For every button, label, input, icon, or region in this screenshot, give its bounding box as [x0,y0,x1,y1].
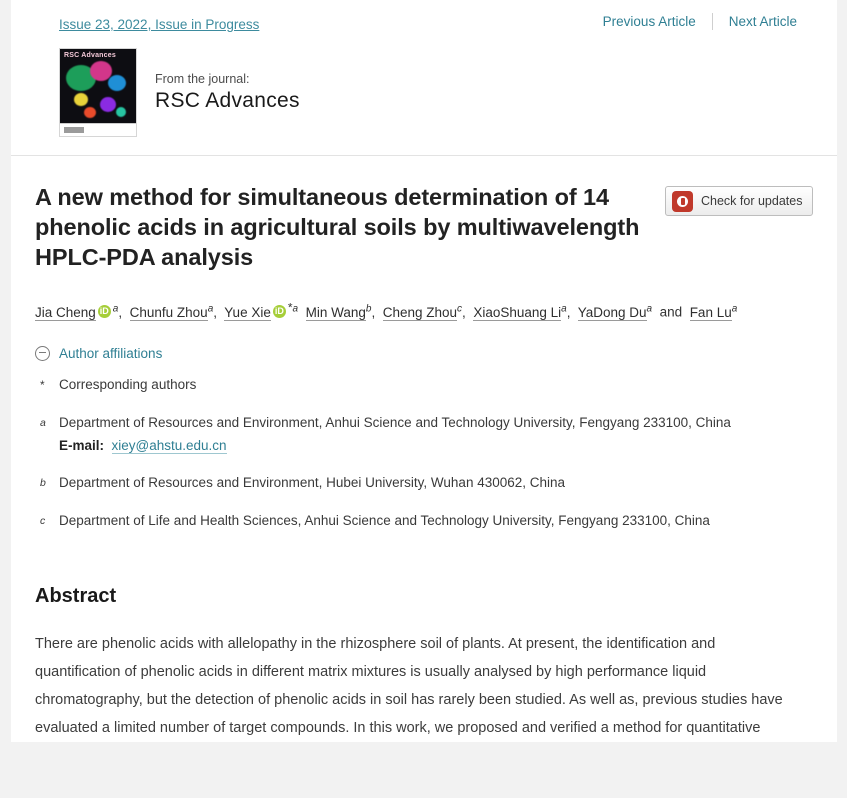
author-list [35,294,813,326]
author-entry [690,305,738,320]
affiliation-item [35,375,813,395]
author-entry: Cheng Zhou$^c$, [382,303,470,320]
corresponding-author-mark: * [287,300,293,314]
cover-title-text: RSC Advances [64,52,116,59]
author-link[interactable]: Fan Lu [689,304,732,320]
author-link[interactable]: Jia Cheng [35,304,96,320]
journal-header [11,0,837,156]
author-conjunction: and [659,304,683,320]
minus-circle-icon [35,346,50,361]
article-sheet [11,0,837,742]
orcid-icon[interactable]: iD [274,306,284,317]
author-affiliation-mark: a [207,303,214,314]
affiliation-item [35,511,813,531]
journal-cover-image[interactable] [59,48,137,137]
issue-link[interactable]: Issue 23, 2022, Issue in Progress [59,17,260,32]
journal-identity [59,48,813,137]
author-entry: XiaoShuang Li$^a$, [473,303,575,320]
author-affiliation-mark: a [646,303,653,314]
email-link[interactable]: xiey@ahstu.edu.cn [111,437,227,453]
author-entry [224,300,302,320]
author-affiliation-mark: c [457,303,463,314]
affiliation-mark: * [40,377,45,392]
orcid-icon[interactable]: iD [99,306,109,317]
author-affiliations-toggle[interactable] [35,346,813,361]
cover-bottom-strip [60,123,136,136]
affiliation-text: Department of Resources and Environment, Hubei University, Wuhan 430062, China [59,474,566,490]
from-journal-label: From the journal: [155,72,250,86]
affiliation-text: Department of Resources and Environment, Anhui Science and Technology University, Fengyang 233100, China [59,414,731,430]
abstract-text: There are phenolic acids with allelopathy in the rhizosphere soil of plants. At present, the identification and quantification of phenolic acids in different matrix mixtures is usually analysed by high performance liquid chromatography, but the detection of phenolic acids in soil has rarely been studied. As well as, previous studies have evaluated a limited number of target compounds. In this work, we proposed and verified a method for quantitative [35,635,783,736]
affiliation-mark: b [40,476,46,489]
author-link[interactable]: YaDong Du [577,304,647,320]
author-affiliations-label[interactable]: Author affiliations [59,345,163,361]
affiliation-item [35,413,813,455]
article-body [11,156,837,742]
journal-name: RSC Advances [155,89,300,112]
author-entry: Min Wang$^b$, [305,303,379,320]
affiliation-text: Corresponding authors [59,376,197,392]
article-navigation [587,13,813,30]
affiliation-email-line [59,436,813,455]
affiliation-item [35,473,813,493]
author-entry: Jia Cheng iD $^a$, [35,303,126,320]
affiliation-text: Department of Life and Health Sciences, Anhui Science and Technology University, Fengyang 233100, China [59,512,710,528]
author-entry [578,305,656,320]
affiliation-mark: a [40,416,46,429]
affiliation-list [35,375,813,531]
author-link[interactable]: Min Wang [305,304,366,320]
affiliation-body [59,413,813,455]
author-link[interactable]: Chunfu Zhou [129,304,208,320]
email-label: E-mail: [59,437,105,453]
previous-article-link[interactable]: Previous Article [602,14,696,29]
author-affiliation-mark: a [112,303,119,314]
abstract-heading: Abstract [35,584,117,607]
author-affiliation-mark: b [365,303,372,314]
crossmark-badge[interactable] [665,186,813,216]
author-affiliation-mark: a [561,303,567,314]
author-link[interactable]: Yue Xie [224,304,271,320]
crossmark-label: Check for updates [701,194,803,208]
page-title: A new method for simultaneous determination of 14 phenolic acids in agricultural soils by multiwavelength HPLC-PDA analysis [35,184,640,270]
journal-text-block [155,48,300,113]
crossmark-icon [672,191,693,212]
next-article-link[interactable]: Next Article [728,14,797,29]
author-affiliation-mark: a [292,303,299,314]
author-entry: Chunfu Zhou$^a$, [129,303,221,320]
author-affiliation-mark: a [731,303,738,314]
author-link[interactable]: Cheng Zhou [382,304,458,320]
author-link[interactable]: XiaoShuang Li [473,304,562,320]
affiliation-mark: c [40,514,46,527]
